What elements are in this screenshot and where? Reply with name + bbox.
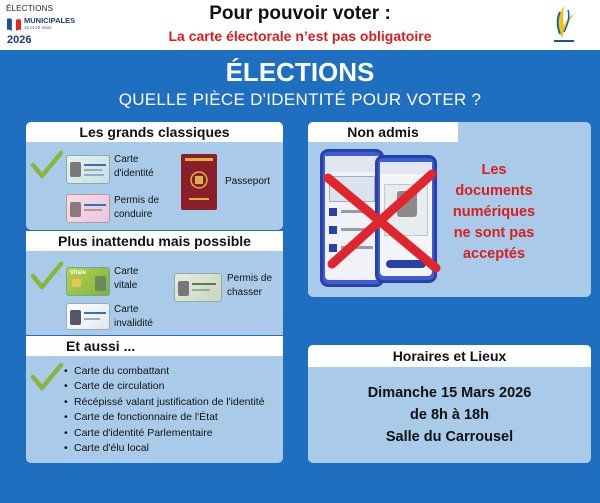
list-item: • Récépissé valant justification de l'identité [64,395,265,410]
top-bar [0,0,600,50]
passport-emblem-icon [181,154,217,210]
licence-stripe [84,204,106,206]
check-icon [30,261,64,291]
panel-heading: Plus inattendu mais possible [26,231,283,251]
chasser-stripe [192,289,210,291]
id-card-label: Carte d'identité [114,154,154,179]
check-icon [30,362,64,392]
list-item: • Carte de fonctionnaire de l'État [64,410,265,425]
bird-logo-icon [548,4,580,46]
red-cross-icon [322,168,442,278]
invalidite-stripe [84,318,100,320]
panel-heading: Et aussi ... [26,336,283,356]
id-stripe [84,174,104,176]
carte-vitale-label: Carte vitale [114,266,139,291]
elections-heading: ÉLECTIONS [225,57,375,87]
invalidite-stripe [84,312,106,314]
logo-line1: ÉLECTIONS [6,4,54,13]
passport-label: Passeport [225,176,271,187]
et-aussi-list [64,364,265,456]
check-icon [30,150,64,180]
licence-stripe [84,209,102,211]
driving-licence-image [66,194,110,223]
permis-chasser-label: Permis de chasser [227,273,273,298]
panel-horaires [308,345,591,463]
logo-line3: 15 et 22 mars [24,25,52,30]
panel-heading: Les grands classiques [26,122,283,142]
id-photo [70,162,81,177]
page-subtitle: La carte électorale n’est pas obligatoire [168,28,432,44]
logo-line2: MUNICIPALES [24,16,76,25]
horaires-date: Dimanche 15 Mars 2026 [367,385,532,401]
id-card-image [66,155,110,184]
invalidite-photo [70,310,81,325]
non-admis-message: Les documents numériques ne sont pas acceptés [452,162,536,262]
page-title: Pour pouvoir voter : [209,3,391,24]
permis-chasser-image [174,273,222,302]
id-stripe [84,164,106,166]
carte-vitale-image [66,267,110,296]
panel-plus-inattendu [26,231,283,335]
vitale-card-text: Vitale [70,270,86,276]
horaires-time: de 8h à 18h [410,407,489,423]
list-item: • Carte de circulation [64,379,265,394]
list-item: • Carte d'identité Parlementaire [64,426,265,441]
list-item: • Carte du combattant [64,364,265,379]
panel-grands-classiques [26,122,283,230]
carte-invalidite-label: Carte invalidité [114,304,153,329]
panel-non-admis [308,122,591,297]
panel-et-aussi [26,336,283,463]
list-item: • Carte d'élu local [64,441,265,456]
carte-invalidite-image [66,303,110,330]
driving-licence-label: Permis de conduire [114,195,160,220]
panel-heading: Horaires et Lieux [308,345,591,367]
vitale-chip [72,279,81,287]
logo-year: 2026 [7,34,32,46]
vitale-photo [95,276,106,291]
id-stripe [84,169,102,171]
chasser-stripe [192,283,216,285]
chasser-photo [178,281,189,296]
horaires-location: Salle du Carrousel [385,429,514,445]
passport-image [181,154,217,210]
panel-heading: Non admis [308,122,458,142]
licence-photo [70,202,81,217]
question-heading: QUELLE PIÈCE D'IDENTITÉ POUR VOTER ? [118,90,482,109]
